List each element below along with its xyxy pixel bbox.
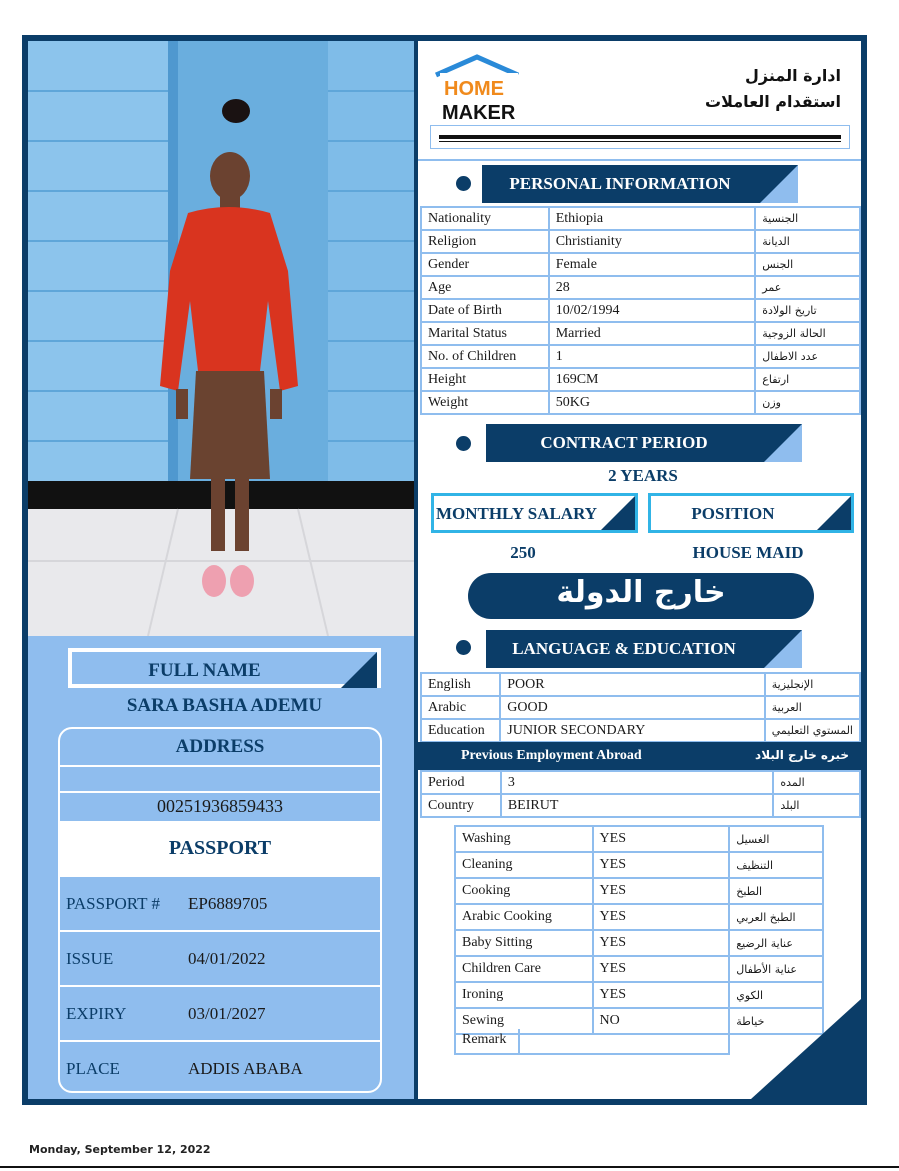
previous-employment-table <box>420 770 861 818</box>
nationality-label: Nationality <box>421 207 549 230</box>
logo-text-home: HOME <box>444 78 504 100</box>
address-passport-card <box>58 727 382 1093</box>
baby-sitting-label: Baby Sitting <box>455 930 593 956</box>
table-row <box>421 345 860 368</box>
education-value: JUNIOR SECONDARY <box>500 719 765 742</box>
contract-corner-decoration <box>764 424 802 462</box>
arabic-value: GOOD <box>500 696 765 719</box>
children-label: No. of Children <box>421 345 549 368</box>
passport-row-expiry <box>60 987 380 1040</box>
age-label: Age <box>421 276 549 299</box>
passport-expiry-value: 03/01/2027 <box>188 1004 266 1023</box>
passport-number-value: EP6889705 <box>188 894 268 913</box>
fullname-label-box <box>68 648 381 688</box>
washing-arabic: الغسيل <box>729 826 823 852</box>
ironing-label: Ironing <box>455 982 593 1008</box>
gender-label: Gender <box>421 253 549 276</box>
phone-number: 00251936859433 <box>60 793 380 821</box>
table-row <box>455 956 823 982</box>
personal-info-title: PERSONAL INFORMATION <box>509 174 731 193</box>
children-care-arabic: عناية الأطفال <box>729 956 823 982</box>
arabic-label: Arabic <box>421 696 500 719</box>
cooking-label: Cooking <box>455 878 593 904</box>
height-label: Height <box>421 368 549 391</box>
arabic-arabic: العربية <box>765 696 860 719</box>
passport-label: PASSPORT <box>60 821 380 875</box>
footer-date: Monday, September 12, 2022 <box>29 1143 211 1156</box>
table-row <box>421 207 860 230</box>
dob-label: Date of Birth <box>421 299 549 322</box>
gender-arabic: الجنس <box>755 253 860 276</box>
personal-info-table <box>420 206 861 415</box>
remark-separator <box>518 1029 520 1053</box>
monthly-salary-label: MONTHLY SALARY <box>435 504 598 523</box>
children-care-value: YES <box>593 956 730 982</box>
passport-place-value: ADDIS ABABA <box>188 1059 303 1078</box>
country-arabic: البلد <box>773 794 860 817</box>
personal-info-header <box>482 165 798 203</box>
passport-expiry-label: EXPIRY <box>66 1004 127 1023</box>
house-roof-icon <box>432 53 522 123</box>
sewing-arabic: خياطة <box>729 1008 823 1034</box>
nationality-arabic: الجنسية <box>755 207 860 230</box>
sewing-label: Sewing <box>455 1008 593 1034</box>
arabic-cooking-label: Arabic Cooking <box>455 904 593 930</box>
passport-row-issue <box>60 932 380 985</box>
baby-sitting-arabic: عناية الرضيع <box>729 930 823 956</box>
english-value: POOR <box>500 673 765 696</box>
table-row <box>421 230 860 253</box>
remark-label: Remark <box>462 1032 507 1047</box>
english-arabic: الإنجليزية <box>765 673 860 696</box>
table-row <box>421 794 860 817</box>
period-arabic: المده <box>773 771 860 794</box>
cooking-arabic: الطبخ <box>729 878 823 904</box>
contract-period-value: 2 YEARS <box>608 466 678 485</box>
english-label: English <box>421 673 500 696</box>
cleaning-value: YES <box>593 852 730 878</box>
header-divider <box>430 125 850 149</box>
header-divider-thin <box>439 141 841 142</box>
position-label: POSITION <box>691 504 775 523</box>
bullet-dot-icon <box>456 640 471 655</box>
religion-value: Christianity <box>549 230 756 253</box>
table-row <box>455 930 823 956</box>
marital-arabic: الحالة الزوجية <box>755 322 860 345</box>
education-arabic: المستوي التعليمي <box>765 719 860 742</box>
weight-arabic: وزن <box>755 391 860 414</box>
children-value: 1 <box>549 345 756 368</box>
right-panel <box>418 41 861 1099</box>
fullname-value: SARA BASHA ADEMU <box>126 695 323 716</box>
contract-period-title: CONTRACT PERIOD <box>540 433 708 452</box>
monthly-salary-box <box>431 493 638 533</box>
fullname-corner-decoration <box>341 652 377 688</box>
religion-label: Religion <box>421 230 549 253</box>
baby-sitting-value: YES <box>593 930 730 956</box>
table-row <box>421 719 860 742</box>
gender-value: Female <box>549 253 756 276</box>
fullname-label: FULL NAME <box>148 660 261 681</box>
table-row <box>455 904 823 930</box>
monthly-salary-value: 250 <box>510 543 536 562</box>
dob-arabic: تاريخ الولادة <box>755 299 860 322</box>
passport-issue-label: ISSUE <box>66 949 114 968</box>
children-arabic: عدد الاطفال <box>755 345 860 368</box>
sewing-value: NO <box>593 1008 730 1034</box>
table-row <box>421 276 860 299</box>
language-education-header <box>486 630 802 668</box>
candidate-photo <box>28 41 414 636</box>
height-arabic: ارتفاع <box>755 368 860 391</box>
cooking-value: YES <box>593 878 730 904</box>
footer-rule <box>0 1166 899 1168</box>
bullet-dot-icon <box>456 436 471 451</box>
passport-row-number <box>60 877 380 930</box>
marital-value: Married <box>549 322 756 345</box>
header-bottom-rule <box>418 159 861 161</box>
children-care-label: Children Care <box>455 956 593 982</box>
country-value: BEIRUT <box>501 794 773 817</box>
marital-label: Marital Status <box>421 322 549 345</box>
remark-row <box>454 1029 730 1055</box>
washing-value: YES <box>593 826 730 852</box>
education-label: Education <box>421 719 500 742</box>
cv-frame <box>22 35 867 1105</box>
religion-arabic: الديانة <box>755 230 860 253</box>
position-corner-decoration <box>817 496 851 530</box>
previous-employment-title-arabic: خبره خارج البلاد <box>755 748 849 762</box>
address-label: ADDRESS <box>60 729 380 765</box>
age-value: 28 <box>549 276 756 299</box>
arabic-cooking-arabic: الطبخ العربي <box>729 904 823 930</box>
table-row <box>455 852 823 878</box>
washing-label: Washing <box>455 826 593 852</box>
weight-label: Weight <box>421 391 549 414</box>
table-row <box>421 391 860 414</box>
weight-value: 50KG <box>549 391 756 414</box>
photo-illustration <box>28 41 414 636</box>
abroad-badge: خارج الدولة <box>468 573 814 619</box>
ironing-value: YES <box>593 982 730 1008</box>
cleaning-arabic: التنظيف <box>729 852 823 878</box>
passport-number-label: PASSPORT # <box>66 894 160 913</box>
salary-corner-decoration <box>601 496 635 530</box>
logo-text-maker: MAKER <box>442 102 516 123</box>
arabic-cooking-value: YES <box>593 904 730 930</box>
table-row <box>421 696 860 719</box>
previous-employment-header <box>418 742 861 770</box>
home-maker-logo <box>432 53 522 123</box>
position-value: HOUSE MAID <box>692 543 804 562</box>
table-row <box>421 368 860 391</box>
table-row <box>421 253 860 276</box>
previous-employment-title: Previous Employment Abroad <box>461 748 642 763</box>
table-row <box>455 826 823 852</box>
age-arabic: عمر <box>755 276 860 299</box>
passport-issue-value: 04/01/2022 <box>188 949 266 968</box>
personal-info-corner-decoration <box>760 165 798 203</box>
height-value: 169CM <box>549 368 756 391</box>
bullet-dot-icon <box>456 176 471 191</box>
header-divider-thick <box>439 135 841 139</box>
address-line <box>60 767 380 791</box>
table-row <box>455 878 823 904</box>
passport-row-place <box>60 1042 380 1093</box>
corner-decoration <box>751 999 861 1099</box>
table-row <box>421 299 860 322</box>
period-label: Period <box>421 771 501 794</box>
arabic-header <box>705 63 841 115</box>
table-row <box>421 673 860 696</box>
dob-value: 10/02/1994 <box>549 299 756 322</box>
nationality-value: Ethiopia <box>549 207 756 230</box>
left-panel <box>28 41 414 1099</box>
position-box <box>648 493 854 533</box>
ironing-arabic: الكوي <box>729 982 823 1008</box>
period-value: 3 <box>501 771 773 794</box>
language-table <box>420 672 861 743</box>
arabic-header-line1: ادارة المنزل <box>745 66 841 85</box>
table-row <box>421 322 860 345</box>
table-row <box>421 771 860 794</box>
country-label: Country <box>421 794 501 817</box>
language-corner-decoration <box>764 630 802 668</box>
contract-period-header <box>486 424 802 462</box>
arabic-header-line2: استقدام العاملات <box>705 92 841 111</box>
passport-place-label: PLACE <box>66 1059 120 1078</box>
cleaning-label: Cleaning <box>455 852 593 878</box>
language-education-title: LANGUAGE & EDUCATION <box>512 639 736 658</box>
